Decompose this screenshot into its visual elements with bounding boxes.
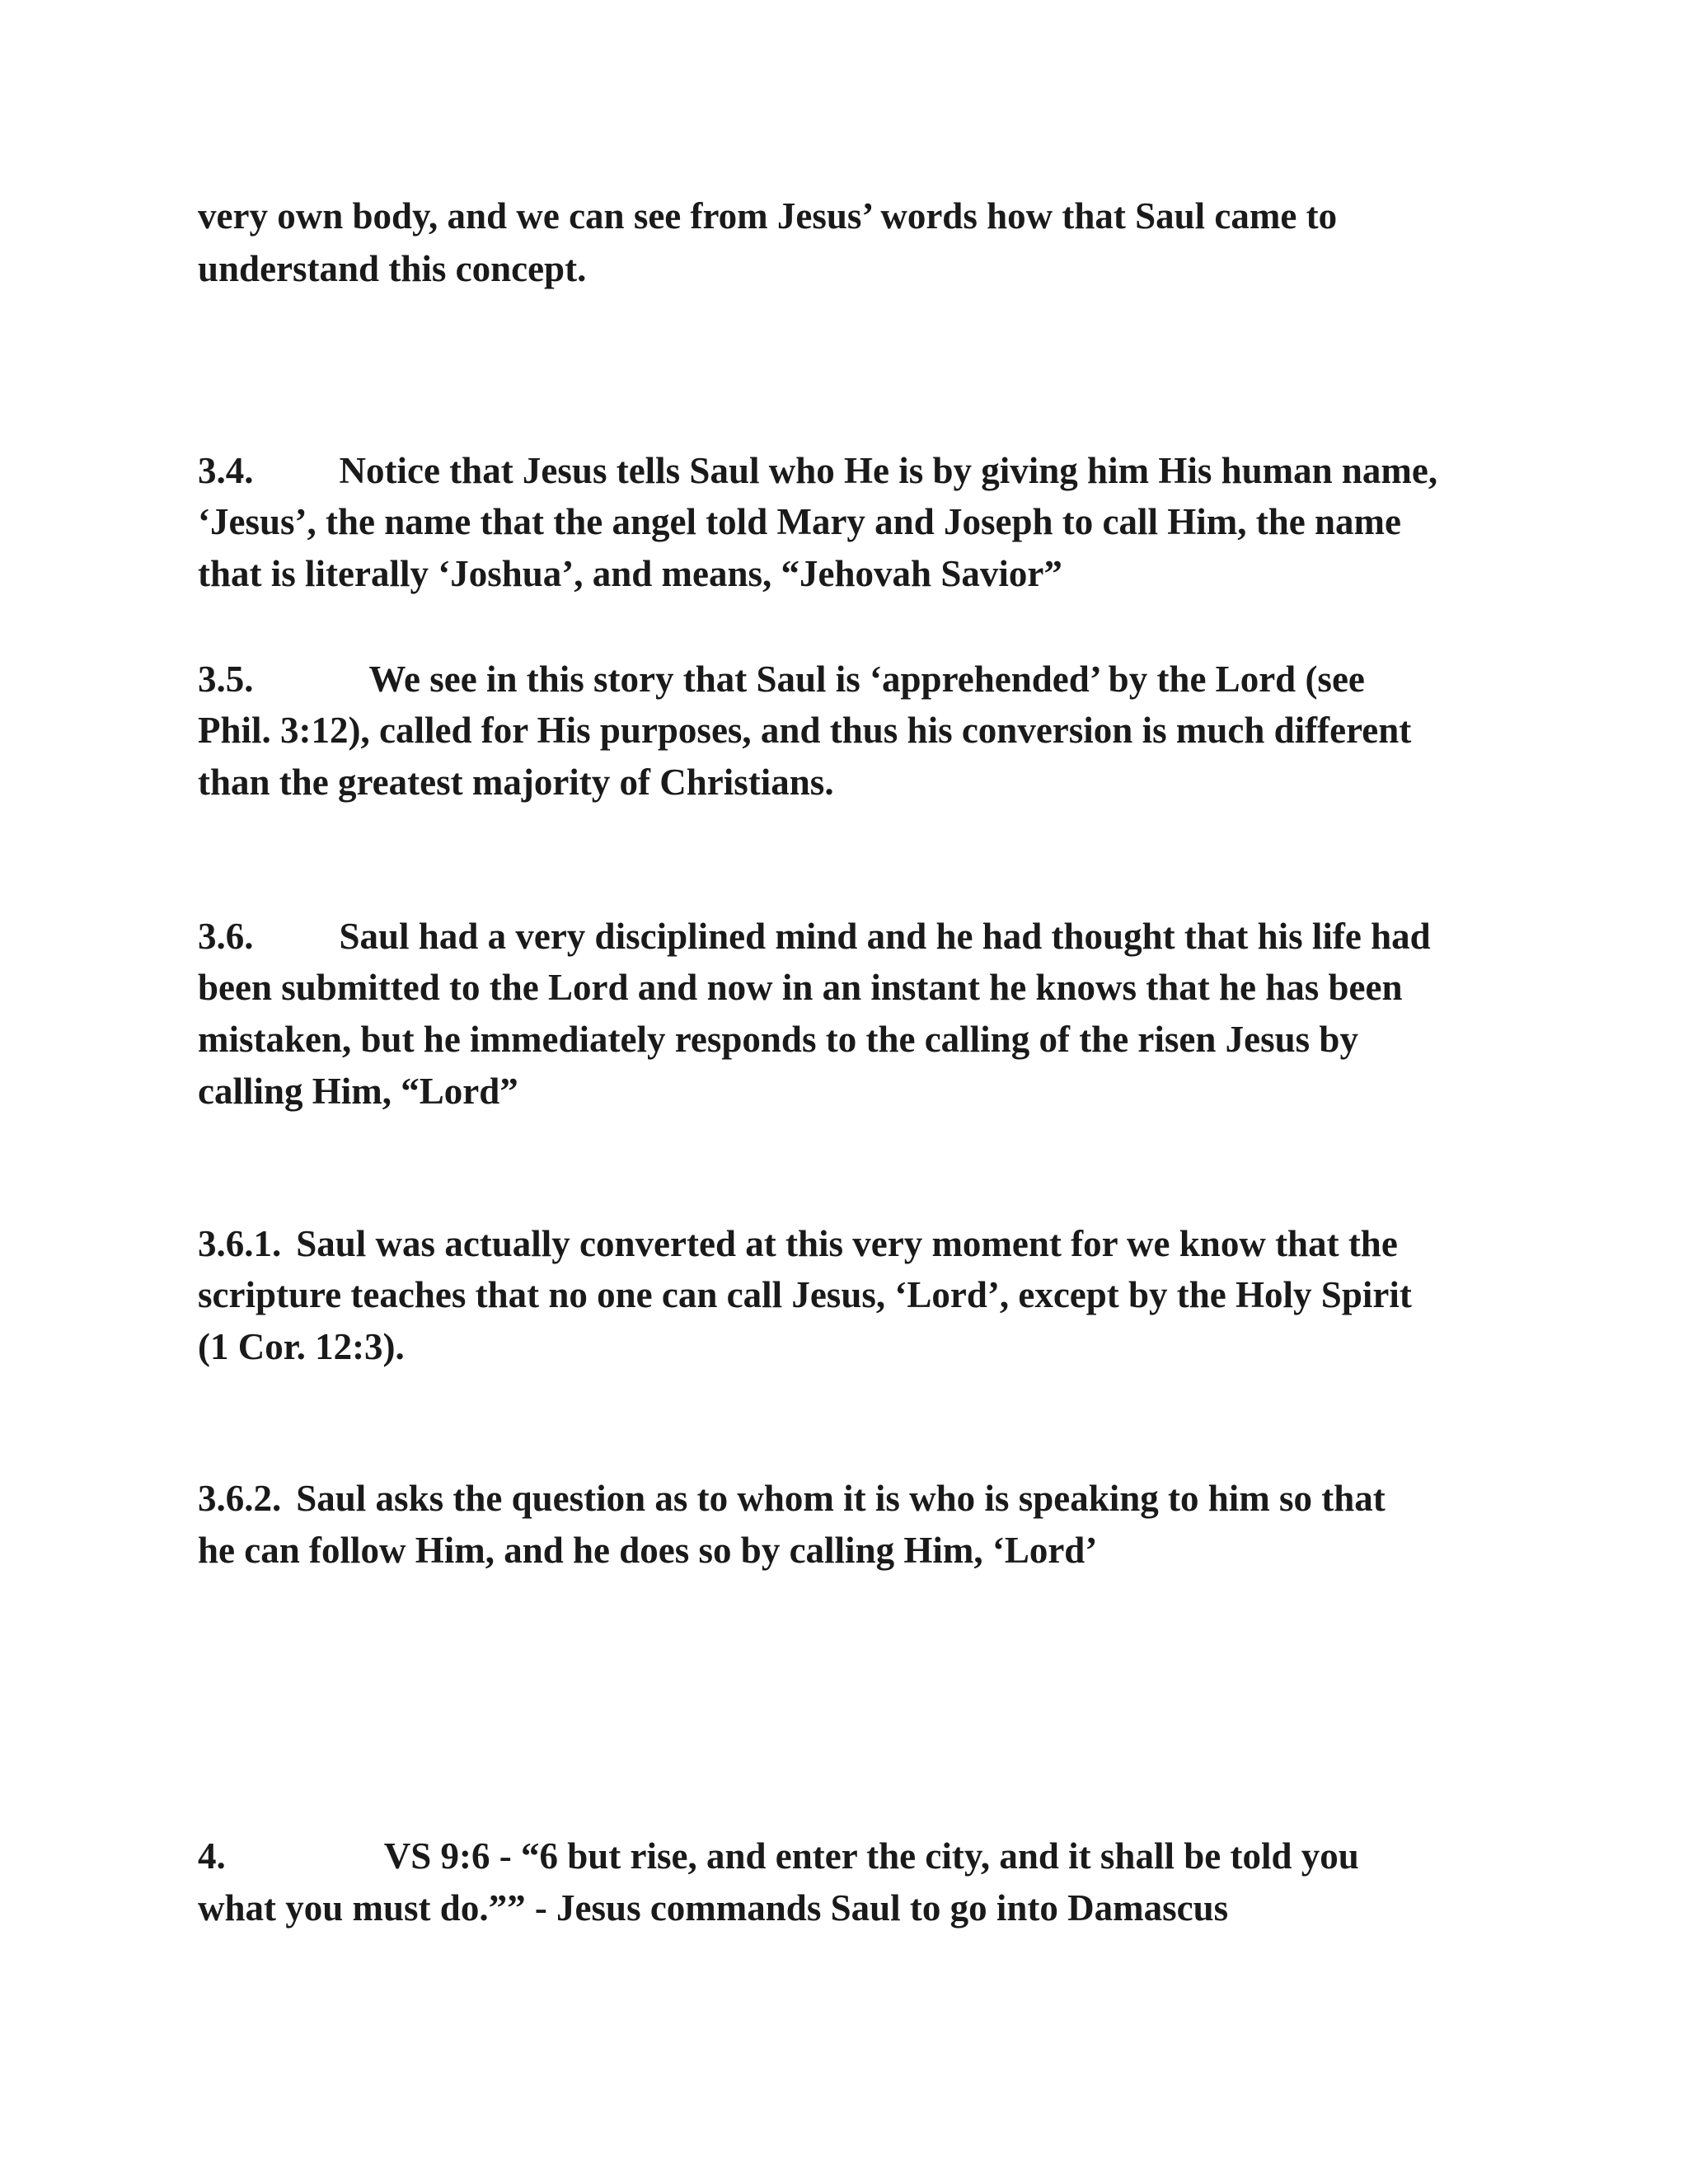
paragraph-3-6-1-line-3: (1 Cor. 12:3). [198,1326,405,1367]
paragraph-3-5-line-2: Phil. 3:12), called for His purposes, and thus his conversion is much different [198,710,1412,751]
paragraph-3-4-line-3: that is literally ‘Joshua’, and means, “Jehovah Savior” [198,553,1062,594]
paragraph-3-6-2-line-1 [198,1477,1386,1520]
section-number: 4. [198,1835,226,1877]
paragraph-3-6-line-3: mistaken, but he immediately responds to the calling of the risen Jesus by [198,1019,1358,1060]
paragraph-3-6-2-line-2: he can follow Him, and he does so by calling Him, ‘Lord’ [198,1530,1098,1571]
paragraph-text: Saul had a very disciplined mind and he had thought that his life had [339,916,1431,957]
section-text: VS 9:6 - “6 but rise, and enter the city, and it shall be told you [383,1835,1359,1877]
paragraph-0-line-2: understand this concept. [198,248,587,289]
paragraph-number: 3.6. [198,916,254,957]
paragraph-3-4-line-2: ‘Jesus’, the name that the angel told Mary and Joseph to call Him, the name [198,501,1401,542]
section-4-line-2: what you must do.”” - Jesus commands Saul to go into Damascus [198,1887,1229,1929]
paragraph-3-6-1-line-1 [198,1222,1398,1265]
paragraph-3-5-line-1 [198,658,1365,701]
paragraph-text: Saul asks the question as to whom it is who is speaking to him so that [296,1478,1386,1519]
paragraph-text: We see in this story that Saul is ‘apprehended’ by the Lord (see [368,658,1365,700]
paragraph-text: Saul was actually converted at this very moment for we know that the [296,1223,1398,1264]
paragraph-number: 3.5. [198,658,254,700]
paragraph-3-6-line-2: been submitted to the Lord and now in an instant he knows that he has been [198,967,1403,1008]
paragraph-3-6-1-line-2: scripture teaches that no one can call Jesus, ‘Lord’, except by the Holy Spirit [198,1274,1412,1315]
paragraph-0-line-1: very own body, and we can see from Jesus’ words how that Saul came to [198,195,1338,237]
paragraph-3-4-line-1 [198,449,1437,492]
paragraph-number: 3.4. [198,450,254,491]
paragraph-text: Notice that Jesus tells Saul who He is by giving him His human name, [339,450,1438,491]
paragraph-number: 3.6.1. [198,1223,282,1264]
section-4-line-1 [198,1835,1359,1877]
paragraph-3-5-line-3: than the greatest majority of Christians. [198,762,834,803]
paragraph-3-6-line-1 [198,915,1431,958]
paragraph-3-6-line-4: calling Him, “Lord” [198,1071,518,1112]
paragraph-number: 3.6.2. [198,1478,282,1519]
